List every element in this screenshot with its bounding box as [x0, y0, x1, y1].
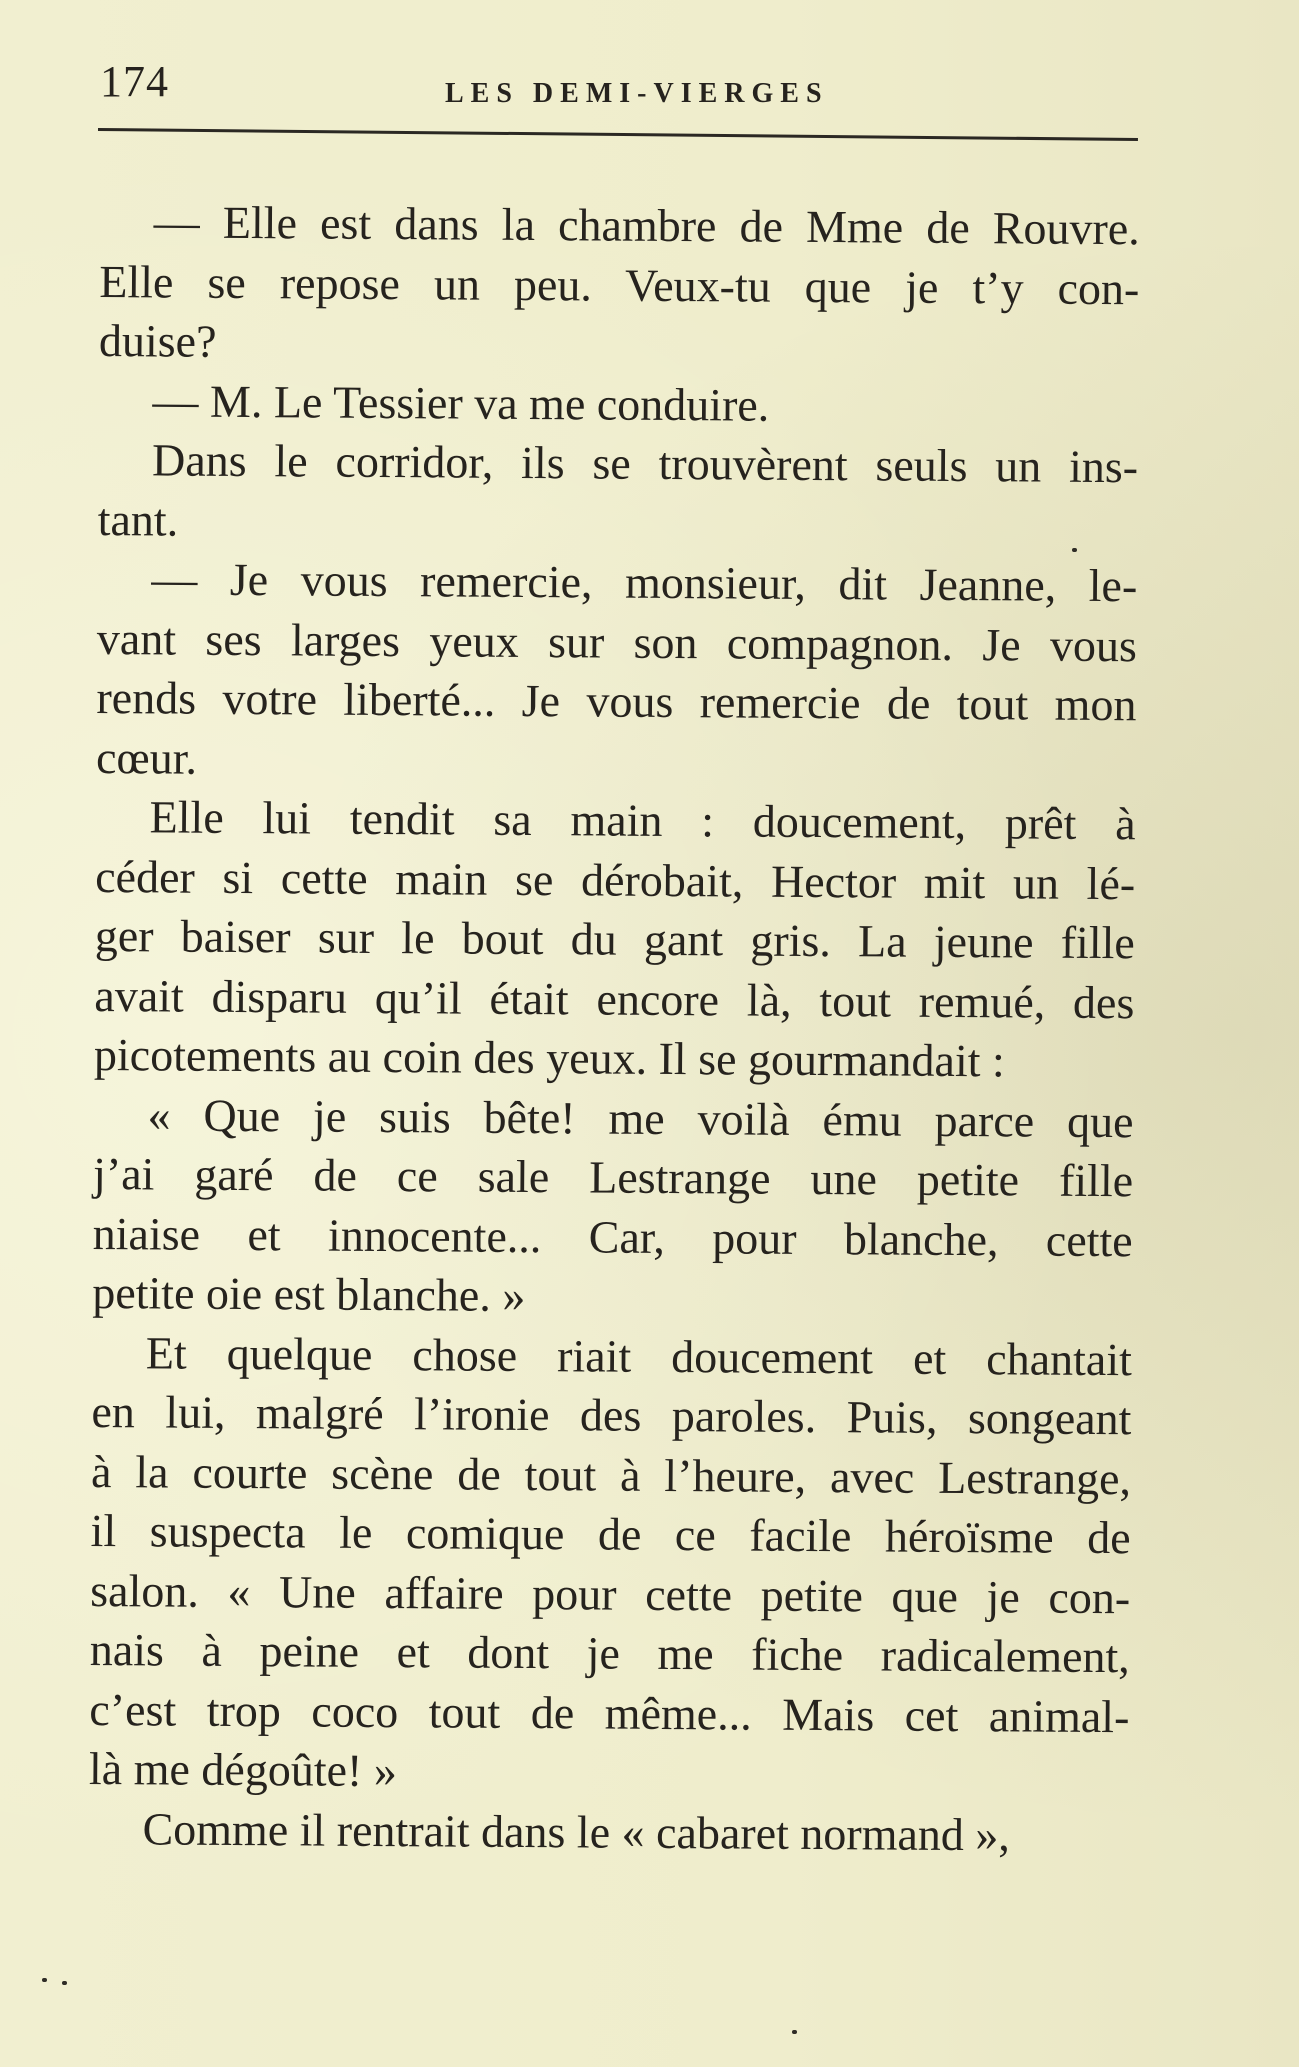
running-title: LES DEMI-VIERGES	[445, 78, 829, 109]
text-line: à la courte scène de tout à l’heure, avec Lestrange,	[90, 1445, 1132, 1504]
text-line: — Je vous remercie, monsieur, dit Jeanne, le-	[151, 553, 1138, 612]
text-line: avait disparu qu’il était encore là, tout remué, des	[94, 969, 1135, 1028]
body-text	[88, 192, 1140, 1865]
text-line: salon. « Une affaire pour cette petite que je con-	[90, 1564, 1131, 1623]
text-line: Dans le corridor, ils se trouvèrent seuls un ins-	[151, 434, 1139, 493]
text-line: là me dégoûte! »	[88, 1742, 397, 1797]
text-line: Elle se repose un peu. Veux-tu que je t’y con-	[99, 255, 1140, 314]
text-line: duise?	[98, 314, 217, 367]
page-number: 174	[100, 57, 169, 106]
text-line: « Que je suis bête! me voilà ému parce que	[147, 1088, 1134, 1147]
text-line: tant.	[97, 493, 179, 546]
text-line: Et quelque chose riait doucement et chantait	[145, 1326, 1133, 1385]
text-line: — M. Le Tessier va me conduire.	[152, 374, 770, 431]
text-line: petite oie est blanche. »	[92, 1266, 526, 1321]
header-rule	[98, 128, 1138, 141]
text-line: ger baiser sur le bout du gant gris. La jeune fille	[94, 909, 1135, 969]
text-line: nais à peine et dont je me fiche radicalement,	[89, 1623, 1130, 1683]
text-line: c’est trop coco tout de même... Mais cet animal-	[89, 1683, 1130, 1742]
page-header	[100, 56, 1140, 116]
text-line: cœur.	[95, 731, 198, 784]
text-line: j’ai garé de ce sale Lestrange une petite fille	[92, 1147, 1134, 1207]
text-line: vant ses larges yeux sur son compagnon. Je vous	[96, 612, 1138, 671]
text-line: picotements au coin des yeux. Il se gourmandait :	[93, 1028, 1005, 1087]
text-line: rends votre liberté... Je vous remercie de tout mon	[96, 671, 1137, 731]
text-line: — Elle est dans la chambre de Mme de Rouvre.	[153, 196, 1140, 255]
text-line: en lui, malgré l’ironie des paroles. Puis, songeant	[91, 1385, 1132, 1445]
text-line: céder si cette main se dérobait, Hector mit un lé-	[95, 850, 1136, 909]
text-line: niaise et innocente... Car, pour blanche, cette	[92, 1207, 1133, 1266]
text-line: Elle lui tendit sa main : doucement, prêt à	[149, 791, 1136, 850]
text-line: il suspecta le comique de ce facile héroïsme de	[90, 1504, 1131, 1564]
text-line: Comme il rentrait dans le « cabaret normand »,	[142, 1802, 1011, 1860]
